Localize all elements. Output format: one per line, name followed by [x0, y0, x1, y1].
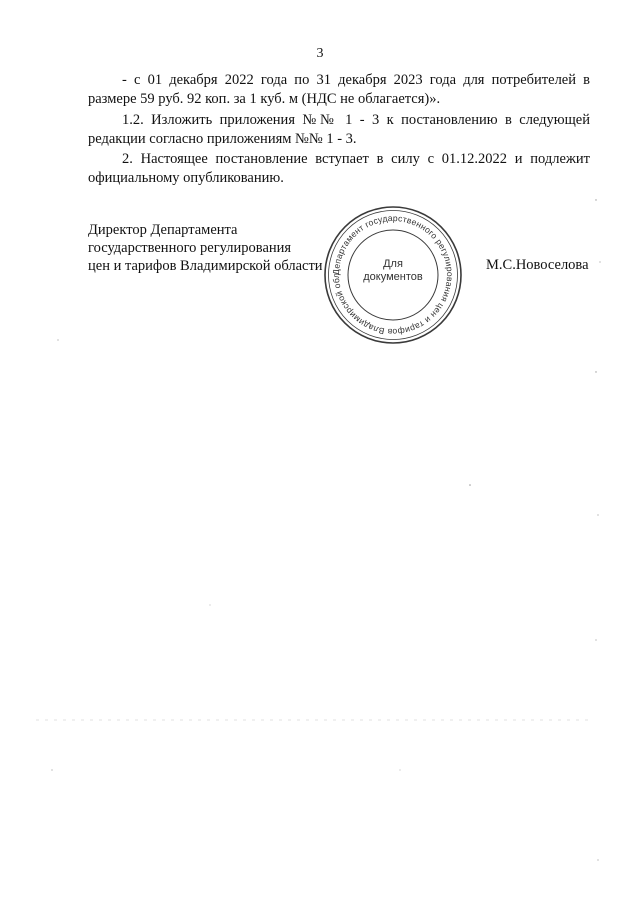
paragraph-tariff-period: - с 01 декабря 2022 года по 31 декабря 2023 года для потребителей в размере 59 руб. 92 коп. за 1 куб. м (НДС не облагается)».: [88, 72, 590, 107]
signatory-title: [88, 221, 323, 275]
signatory-name: М.С.Новоселова: [486, 257, 589, 273]
stamp-ring-text: Департамент государственного регулирования цен и тарифов Владимирской обл: [330, 212, 456, 338]
stamp-center-line-1: Для: [383, 258, 403, 270]
stamp-center-line-2: документов: [363, 271, 423, 283]
official-stamp: [322, 204, 464, 346]
paragraph-appendices: 1.2. Изложить приложения №№ 1 - 3 к постановлению в следующей редакции согласно приложениям №№ 1 - 3.: [88, 112, 590, 147]
signatory-title-line-2: государственного регулирования: [88, 240, 292, 256]
signatory-title-line-1: Директор Департамента: [88, 222, 238, 238]
signatory-title-line-3: цен и тарифов Владимирской области: [88, 258, 323, 274]
page-number: 3: [316, 46, 324, 61]
paragraph-effective-date: 2. Настоящее постановление вступает в силу с 01.12.2022 и подлежит официальному опубликованию.: [88, 151, 590, 186]
